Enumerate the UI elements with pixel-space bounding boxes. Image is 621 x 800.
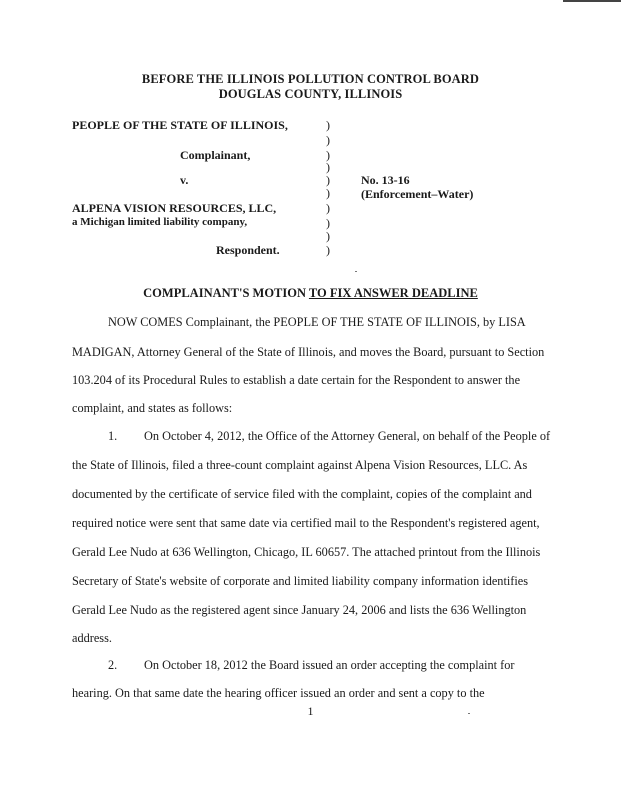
caption-paren: )	[326, 160, 330, 174]
caption-paren: )	[326, 216, 330, 230]
paragraph-1-line: address.	[72, 631, 112, 645]
paragraph-1-line: documented by the certificate of service filed with the complaint, copies of the complaint and	[72, 487, 532, 501]
caption-paren: )	[326, 229, 330, 243]
paragraph-1-line: Gerald Lee Nudo as the registered agent since January 24, 2006 and lists the 636 Wellington	[72, 603, 527, 617]
paragraph-1-number: 1.	[108, 429, 118, 443]
paragraph-2-first-line	[108, 658, 515, 673]
paragraph-1-line: Gerald Lee Nudo at 636 Wellington, Chicago, IL 60657. The attached printout from the Illinois	[72, 545, 541, 559]
paragraph-1-line: the State of Illinois, filed a three-count complaint against Alpena Vision Resources, LLC. As	[72, 458, 528, 472]
scan-speck	[468, 713, 470, 714]
county-heading: DOUGLAS COUNTY, ILLINOIS	[218, 87, 403, 101]
intro-line: complaint, and states as follows:	[72, 401, 233, 415]
paragraph-2-line: hearing. On that same date the hearing officer issued an order and sent a copy to the	[72, 686, 485, 700]
scan-speck	[355, 271, 357, 272]
plaintiff-role: Complainant,	[180, 148, 251, 162]
caption-paren: )	[326, 118, 330, 132]
page-edge-mark	[563, 0, 621, 2]
caption-paren: )	[326, 243, 330, 257]
paragraph-2-number: 2.	[108, 658, 118, 672]
versus-label: v.	[180, 173, 189, 187]
defendant-role: Respondent.	[216, 243, 280, 257]
page-number: 1	[307, 704, 314, 718]
paragraph-1-line: Secretary of State's website of corporate and limited liability company information identifies	[72, 574, 529, 588]
case-number: No. 13-16	[361, 173, 410, 187]
paragraph-1-text: On October 4, 2012, the Office of the Attorney General, on behalf of the People of	[144, 429, 551, 443]
intro-line: NOW COMES Complainant, the PEOPLE OF THE STATE OF ILLINOIS, by LISA	[108, 315, 526, 329]
caption-paren: )	[326, 173, 330, 187]
caption-paren: )	[326, 148, 330, 162]
paragraph-1-line: required notice were sent that same date via certified mail to the Respondent's registered agent,	[72, 516, 540, 530]
caption-paren: )	[326, 133, 330, 147]
intro-line: MADIGAN, Attorney General of the State of Illinois, and moves the Board, pursuant to Section	[72, 345, 545, 359]
case-type: (Enforcement–Water)	[361, 187, 474, 201]
motion-title-plain: COMPLAINANT'S MOTION	[143, 286, 309, 300]
intro-line: 103.204 of its Procedural Rules to establish a date certain for the Respondent to answer the	[72, 373, 521, 387]
paragraph-2-text: On October 18, 2012 the Board issued an order accepting the complaint for	[144, 658, 515, 672]
caption-paren: )	[326, 201, 330, 215]
defendant-description: a Michigan limited liability company,	[72, 216, 248, 228]
paragraph-1-first-line	[108, 429, 550, 444]
motion-title-underlined: TO FIX ANSWER DEADLINE	[308, 286, 478, 300]
defendant-name: ALPENA VISION RESOURCES, LLC,	[72, 201, 277, 215]
caption-paren: )	[326, 186, 330, 200]
court-heading: BEFORE THE ILLINOIS POLLUTION CONTROL BOARD	[141, 72, 480, 86]
plaintiff-name: PEOPLE OF THE STATE OF ILLINOIS,	[72, 118, 288, 132]
motion-title	[0, 286, 621, 301]
